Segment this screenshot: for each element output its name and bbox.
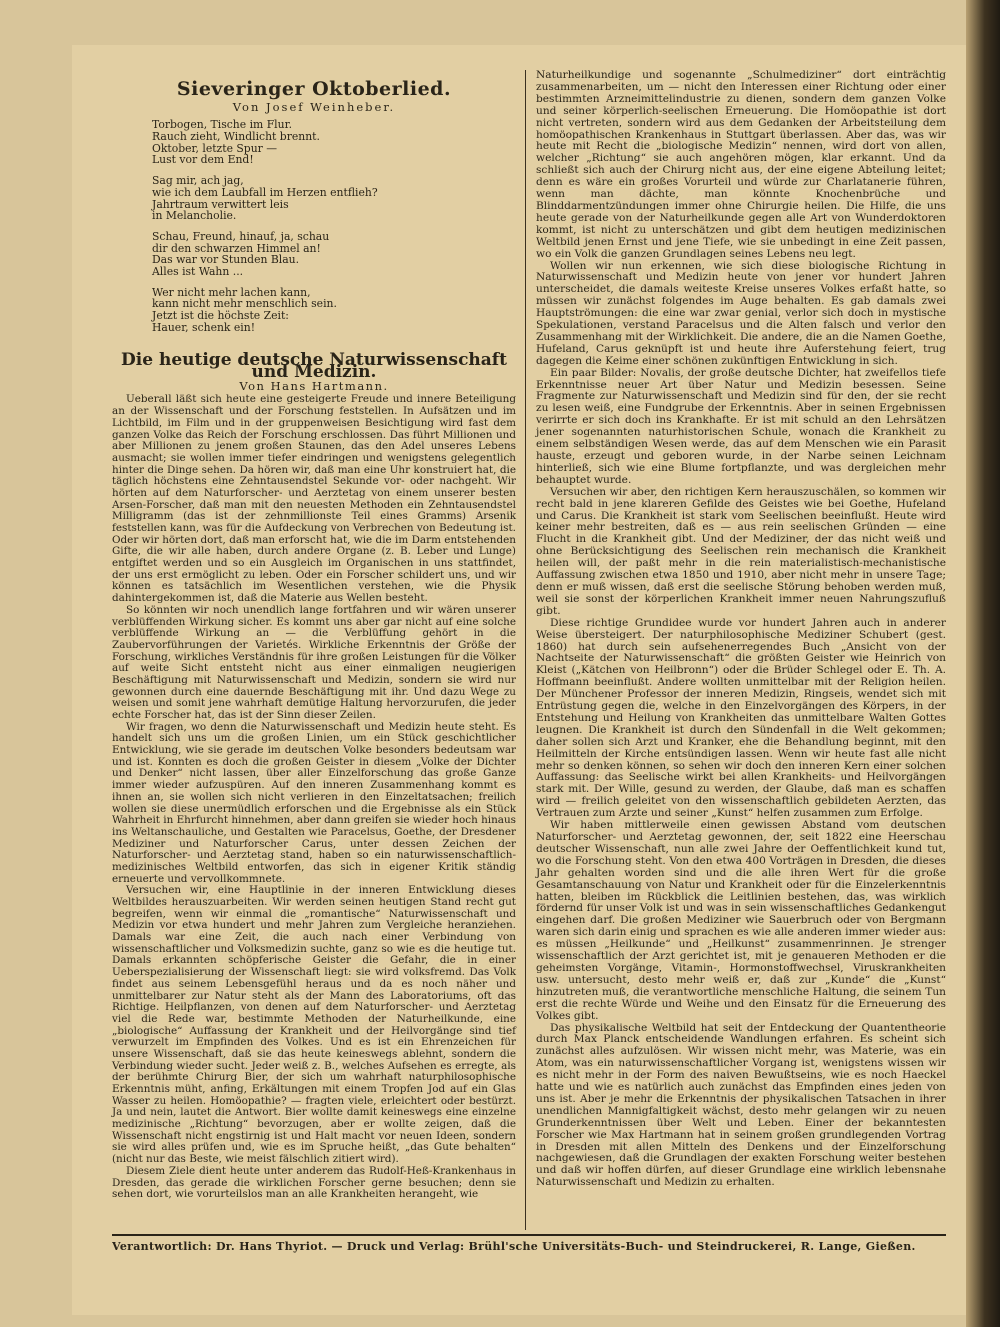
poem-stanza: Sag mir, ach jag, wie ich dem Laubfall im Herzen entflieh? Jahrtraum verwittert leis in Melancholie. <box>152 174 378 223</box>
footer-rule <box>112 1234 946 1236</box>
column-divider <box>525 70 526 1230</box>
article-paragraph: Ueberall läßt sich heute eine gesteigerte Freude und innere Beteiligung an der Wissenschaft und der Forschung feststellen. In Aufsätzen und im Lichtbild, im Film und in der gruppenweisen Besichtigung wird fast dem ganzen Volke das Reich der Forschung erschlossen. Das führt Millionen und aber Millionen zu jenem großen Staunen, das den Adel unseres Lebens ausmacht; sie wollen immer tiefer eindringen und wenigstens gelegentlich hinter die Dinge sehen. Da hören wir, daß man eine Uhr konstruiert hat, die täglich höchstens eine Zehntausendstel Sekunde vor- oder nachgeht. Wir hörten auf dem Naturforscher- und Aerztetag von einem unserer besten Arsen-Forscher, daß man mit den neuesten Methoden ein Zehntausendstel Milligramm (das ist der zehnmillionste Teil eines Gramms) Arsenik feststellen kann, was für die Aufdeckung von Verbrechen von Bedeutung ist. Oder wir hörten dort, daß man erforscht hat, wie die im Darm entstehenden Gifte, die wir alle haben, durch andere Organe (z. B. Leber und Lunge) entgiftet werden und so ein Ausgleich im Organischen in uns stattfindet, der uns erst ermöglicht zu leben. Oder ein Forscher schildert uns, und wir können es tatsächlich im Wesentlichen verstehen, wie die Physik dahintergekommen ist, daß die Materie aus Wellen besteht. <box>112 393 516 605</box>
article-paragraph: Das physikalische Weltbild hat seit der Entdeckung der Quantentheorie durch Max Planck entscheidende Wandlungen erfahren. Es scheint sich zunächst alles aufzulösen. Wir wissen nicht mehr, was Materie, was ein Atom, was ein naturwissenschaftlicher Vorgang ist, wenigstens wissen wir es nicht mehr in der Form des naiven Bewußtseins, wie es noch Haeckel hatte und wie es natürlich auch zunächst das Empfinden eines jeden von uns ist. Aber je mehr die Erkenntnis der physikalischen Tatsachen in ihrer unendlichen Mannigfaltigkeit wächst, desto mehr gelangen wir zu neuen Grunderkenntnissen über Welt und Leben. Einer der bekanntesten Forscher wie Max Hartmann hat in seinem großen grundlegenden Vortrag in Dresden mit allen Mitteln des Denkens und der Einzelforschung nachgewiesen, daß die Grundlagen der exakten Forschung weiter bestehen und daß wir hoffen dürfen, auf dieser Grundlage eine wirklich lebensnahe Naturwissenschaft und Medizin zu erhalten. <box>536 1021 946 1189</box>
article-paragraph: Versuchen wir, eine Hauptlinie in der inneren Entwicklung dieses Weltbildes herauszuarbeiten. Wir werden seinen heutigen Stand recht gut begreifen, wenn wir einmal die „romantische“ Naturwissenschaft und Medizin vor etwa hundert und mehr Jahren zum Vergleiche heranziehen. Damals war eine Zeit, die auch nach einer Verbindung von wissenschaftlicher und Volksmedizin suchte, ganz so wie es die heutige tut. Damals erkannten schöpferische Geister die Gefahr, die in einer Ueberspezialisierung der Wissenschaft liegt: sie wird volksfremd. Das Volk findet aus seinem Lebensgefühl heraus und da es noch näher und unmittelbarer zur Natur steht als der Mann des Laboratoriums, oft das Richtige. Heilpflanzen, von denen auf dem Naturforscher- und Aerztetag viel die Rede war, bestimmte Methoden der Naturheilkunde, eine „biologische“ Auffassung der Krankheit und der Heilvorgänge sind tief verwurzelt im Empfinden des Volkes. Und es ist ein Ehrenzeichen für unsere Wissenschaft, daß sie das heute keineswegs ablehnt, sondern die Verbindung wieder sucht. Jeder weiß z. B., welches Aufsehen es erregte, als der berühmte Chirurg Bier, der sich um wahrhaft naturphilosophische Erkenntnis müht, anfing, Erkältungen mit einem Tropfen Jod auf ein Glas Wasser zu heilen. Homöopathie? — fragten viele, erleichtert oder bestürzt. Ja und nein, lautet die Antwort. Bier wollte damit keineswegs eine einzelne medizinische „Richtung“ bevorzugen, aber er wollte zeigen, daß die Wissenschaft nicht engstirnig ist und Halt macht vor neuen Ideen, sondern sie wird alles prüfen und, wie es im Spruche heißt, „das Gute behalten“ (nicht nur das Beste, wie meist fälschlich zitiert wird). <box>112 884 516 1166</box>
article-title: Die heutige deutsche Naturwissenschaft und Medizin. <box>121 350 507 383</box>
article-paragraph: Diesem Ziele dient heute unter anderem das Rudolf-Heß-Krankenhaus in Dresden, das gerade die wirklichen Forscher gerne besuchen; denn sie sehen dort, wie vorurteilslos man an alle Krankheiten herangeht, wie <box>112 1164 516 1201</box>
poem-stanza: Wer nicht mehr lachen kann, kann nicht mehr menschlich sein. Jetzt ist die höchste Zeit: Hauer, schenk ein! <box>152 285 337 334</box>
article-paragraph: So könnten wir noch unendlich lange fortfahren und wir wären unserer verblüffenden Wirkung sicher. Es kommt uns aber gar nicht auf eine solche verblüffende Wirkung an — die Verblüffung gehört in die Zaubervorführungen der Varietés. Wirkliche Erkenntnis der Größe der Forschung, wirkliches Verständnis für ihre großen Leistungen für die Völker auf weite Sicht entsteht nicht aus einer einmaligen neugierigen Beschäftigung mit Naturwissenschaft und Medizin, sondern sie wird nur gewonnen durch eine dauernde Beschäftigung mit ihr. Und dazu Wege zu weisen und somit jene wahrhaft demütige Haltung hervorzurufen, die jeder echte Forscher hat, das ist der Sinn dieser Zeilen. <box>112 603 516 721</box>
book-binding-shadow <box>966 0 1000 1327</box>
poem-byline: Von Josef Weinheber. <box>232 99 396 114</box>
right-column <box>536 70 946 1189</box>
article-paragraph: Wir haben mittlerweile einen gewissen Abstand vom deutschen Naturforscher- und Aerztetag gewonnen, der, seit 1822 eine Heerschau deutscher Wissenschaft, nun alle zwei Jahre der Oeffentlichkeit kund tut, wo die Forschung steht. Von den etwa 400 Vorträgen in Dresden, die dieses Jahr gehalten worden sind und die alle ihren Wert für die große Gesamtanschauung von Natur und Krankheit oder für die Einzelerkenntnis hatten, bleiben im Rückblick die Leitlinien bestehen, das, was wirklich fördernd für unser Volk ist und was in sein wissenschaftliches Gedankengut eingehen darf. Die großen Mediziner wie Sauerbruch oder von Bergmann waren sich darin einig und sprachen es wie alle anderen immer wieder aus: es müssen „Heilkunde“ und „Heilkunst“ zusammenrinnen. Je strenger wissenschaftlich der Arzt gerichtet ist, mit je genaueren Methoden er die geheimsten Vorgänge, Vitamin-, Hormonstoffwechsel, Viruskrankheiten usw. untersucht, desto mehr weiß er, daß zur „Kunde“ die „Kunst“ hinzutreten muß, die verantwortliche menschliche Haltung, die seinem Tun erst die rechte Würde und Weihe und den Einsatz für die Erneuerung des Volkes gibt. <box>536 819 946 1022</box>
article-paragraph: Wir fragen, wo denn die Naturwissenschaft und Medizin heute steht. Es handelt sich uns um die großen Linien, um ein Stück geschichtlicher Entwicklung, wie sie gerade im deutschen Volke besonders bedeutsam war und ist. Konnten es doch die großen Geister in diesem „Volke der Dichter und Denker“ nicht lassen, über aller Einzelforschung das große Ganze immer wieder aufzuspüren. Auf den inneren Zusammenhang kommt es ihnen an, sie wollen sich nicht verlieren in den Einzeltatsachen; freilich wollen sie diese unermüdlich erforschen und die Ergebnisse als ein Stück Wahrheit in Ehrfurcht hinnehmen, aber dann greifen sie wieder hoch hinaus ins Weltanschauliche, und Gestalten wie Paracelsus, Goethe, der Dresdener Mediziner und Naturforscher Carus, unter dessen Zeichen der Naturforscher- und Aerztetag stand, haben so ein naturwissenschaftlich-medizinisches Weltbild entworfen, das sich in eigener Kritik ständig erneuerte und vervollkommnete. <box>112 720 516 885</box>
article-byline: Von Hans Hartmann. <box>239 378 389 393</box>
left-column <box>112 70 516 1201</box>
article-paragraph: Diese richtige Grundidee wurde vor hundert Jahren auch in anderer Weise übersteigert. Der naturphilosophische Mediziner Schubert (gest. 1860) hat durch sein aufsehenerregendes Buch „Ansicht von der Nachtseite der Naturwissenschaft“ die größten Geister wie Heinrich von Kleist („Kätchen von Heilbronn“) oder die Brüder Schlegel oder E. Th. A. Hoffmann beeinflußt. Andere wollten unmittelbar mit der Religion heilen. Der Münchener Professor der inneren Medizin, Ringseis, wendet sich mit Entrüstung gegen die, welche in den Einzelvorgängen des Körpers, in der Entstehung und Heilung von Krankheiten das unmittelbare Walten Gottes leugnen. Die Krankheit ist durch den Sündenfall in die Welt gekommen; daher sollen sich Arzt und Kranker, ehe die Behandlung beginnt, mit den Heilmitteln der Kirche entsündigen lassen. Wenn wir heute fast alle nicht mehr so denken können, so sehen wir doch den inneren Kern einer solchen Auffassung: das Seelische wirkt bei allen Krankheits- und Heilvorgängen stark mit. Der Wille, gesund zu werden, der Glaube, daß man es schaffen wird — freilich geleitet von den wissenschaftlich gebildeten Aerzten, das Vertrauen zum Arzte und seiner „Kunst“ helfen zusammen zum Erfolge. <box>536 616 946 820</box>
poem-stanza: Schau, Freund, hinauf, ja, schau dir den schwarzen Himmel an! Das war vor Stunden Blau. Alles ist Wahn ... <box>152 229 330 278</box>
poem-title: Sieveringer Oktoberlied. <box>176 78 452 100</box>
article-paragraph: Versuchen wir aber, den richtigen Kern herauszuschälen, so kommen wir recht bald in jene klareren Gefilde des Geistes wie bei Goethe, Hufeland und Carus. Die Krankheit ist stark vom Seelischen beeinflußt. Heute wird keiner mehr bestreiten, daß es — aus rein seelischen Gründen — eine Flucht in die Krankheit gibt. Und der Mediziner, der das nicht weiß und ohne Berücksichtigung des Seelischen rein mechanisch die Krankheit heilen will, der paßt mehr in die rein materialistisch-mechanistische Auffassung zwischen etwa 1850 und 1910, aber nicht mehr in unsere Tage; denn er muß wissen, daß erst die seelische Störung behoben werden muß, weil sie sonst der körperlichen Krankheit immer neuen Nahrungszufluß gibt. <box>536 485 946 617</box>
poem-stanza: Torbogen, Tische im Flur. Rauch zieht, Windlicht brennt. Oktober, letzte Spur — Lust vor dem End! <box>152 118 320 167</box>
article-paragraph: Wollen wir nun erkennen, wie sich diese biologische Richtung in Naturwissenschaft und Medizin heute von jener vor hundert Jahren unterscheidet, die damals weiteste Kreise unseres Volkes erfaßt hatte, so müssen wir zunächst folgendes im Auge behalten. Es gab damals zwei Hauptströmungen: die eine war zwar genial, verlor sich doch in mystische Spekulationen, verstand Paracelsus und die Alten falsch und verlor den Zusammenhang mit der Wirklichkeit. Die andere, die an die Namen Goethe, Hufeland, Carus geknüpft ist und heute ihre Auferstehung feiert, trug dagegen die Keime einer schönen zukünftigen Entwicklung in sich. <box>536 259 946 367</box>
imprint-footer: Verantwortlich: Dr. Hans Thyriot. — Druck und Verlag: Brühl'sche Universitäts-Buch- und Steindruckerei, R. Lange, Gießen. <box>112 1240 916 1253</box>
article-paragraph: Ein paar Bilder: Novalis, der große deutsche Dichter, hat zweifellos tiefe Erkenntnisse neuer Art über Natur und Medizin besessen. Seine Fragmente zur Naturwissenschaft und Medizin sind für den, der sie recht zu lesen weiß, eine Fundgrube der Erkenntnis. Aber in seinen Ergebnissen verirrte er sich doch ins Krankhafte. Er ist mit schuld an den Lehrsätzen jener sogenannten naturhistorischen Schule, wonach die Krankheit zu einem selbständigen Wesen werde, das auf dem Menschen wie ein Parasit hauste, erzeugt und geboren wurde, in der Narbe seinen Leichnam hinterließ, sich wie eine Blume fortpflanzte, und was dergleichen mehr behauptet wurde. <box>536 366 946 486</box>
article-paragraph: Naturheilkundige und sogenannte „Schulmediziner“ dort einträchtig zusammenarbeiten, um — nicht den Interessen einer Richtung oder einer bestimmten Arzneimittelindustrie zu dienen, sondern dem ganzen Volke und seiner körperlich-seelischen Erneuerung. Die Homöopathie ist dort nicht vertreten, sondern wird aus dem Gedanken der Arbeitsteilung dem homöopathischen Krankenhaus in Stuttgart überlassen. Aber das, was wir heute mit Recht die „biologische Medizin“ nennen, wird dort von allen, welcher „Richtung“ sie auch angehören mögen, klar erkannt. Und da schließt sich auch der Chirurg nicht aus, der eine eigene Abteilung leitet; denn es wäre ein großes Vorurteil und würde zur Charlatanerie führen, wenn man dächte, man könnte Knochenbrüche und Blinddarmentzündungen immer ohne Chirurgie heilen. Die Hilfe, die uns heute gerade von der Naturheilkunde gegen alle Art von Wunderdoktoren kommt, ist nicht zu unterschätzen und gibt dem heutigen medizinischen Weltbild jenen Ernst und jene Tiefe, wie sie unbedingt in eine Zeit passen, wo ein Volk die ganzen Grundlagen seines Lebens neu legt. <box>536 69 946 260</box>
